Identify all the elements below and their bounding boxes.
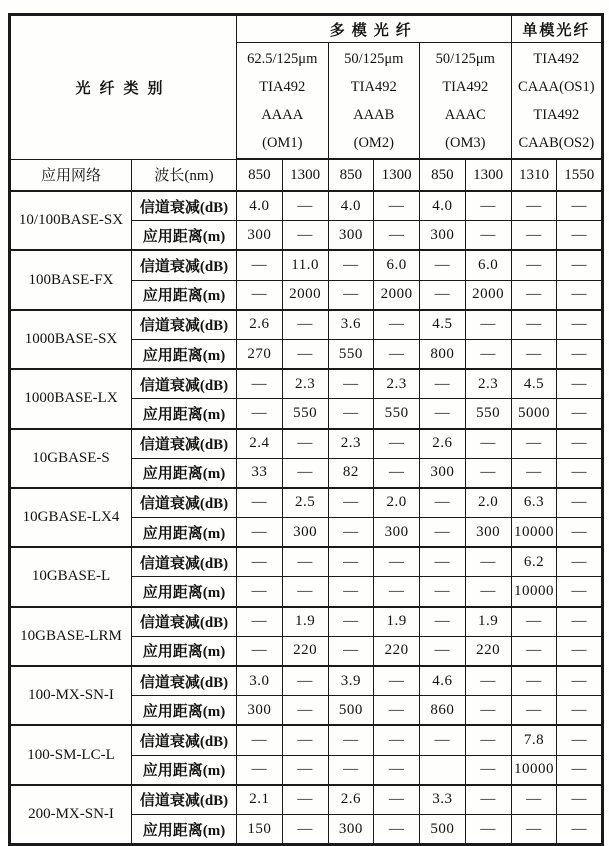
spec-line: AAAB [353, 106, 395, 123]
distance-label-cell: 应用距离(m) [132, 221, 237, 251]
distance-value-cell: 300 [328, 221, 374, 251]
spec-line: AAAC [444, 106, 486, 123]
attenuation-value-cell: — [282, 725, 328, 755]
attenuation-value-cell: 6.3 [511, 488, 557, 518]
attenuation-label-cell: 信道衰减(dB) [132, 310, 237, 340]
distance-value-cell: — [374, 577, 420, 607]
attenuation-value-cell: — [557, 547, 603, 577]
attenuation-row [10, 666, 603, 696]
attenuation-value-cell: — [237, 607, 283, 637]
attenuation-value-cell: 2.0 [465, 488, 511, 518]
distance-value-cell: 300 [374, 518, 420, 548]
distance-value-cell: — [282, 814, 328, 844]
attenuation-value-cell: — [557, 191, 603, 221]
attenuation-value-cell: — [557, 725, 603, 755]
distance-value-cell: — [328, 399, 374, 429]
attenuation-value-cell: — [374, 547, 420, 577]
attenuation-value-cell: — [282, 547, 328, 577]
attenuation-row [10, 369, 603, 399]
network-name-cell: 100BASE-FX [10, 250, 132, 309]
distance-value-cell: 220 [282, 636, 328, 666]
distance-value-cell: — [282, 696, 328, 726]
spec-line: (OM2) [353, 134, 394, 151]
distance-value-cell: 220 [465, 636, 511, 666]
distance-value-cell: 550 [374, 399, 420, 429]
attenuation-label-cell: 信道衰减(dB) [132, 488, 237, 518]
distance-value-cell: 82 [328, 458, 374, 488]
distance-value-cell: — [374, 814, 420, 844]
attenuation-value-cell: — [282, 429, 328, 459]
distance-value-cell: — [328, 755, 374, 785]
spec-line: 50/125μm [344, 50, 404, 67]
attenuation-value-cell: — [557, 607, 603, 637]
distance-value-cell: — [374, 696, 420, 726]
distance-value-cell: — [557, 399, 603, 429]
attenuation-row [10, 725, 603, 755]
attenuation-label-cell: 信道衰减(dB) [132, 250, 237, 280]
attenuation-value-cell: 6.0 [465, 250, 511, 280]
attenuation-value-cell: — [511, 191, 557, 221]
wavelength-value: 1300 [374, 159, 420, 191]
attenuation-value-cell: — [420, 547, 466, 577]
wavelength-value: 1310 [511, 159, 557, 191]
network-name-cell: 100-SM-LC-L [10, 725, 132, 784]
distance-value-cell: 550 [328, 339, 374, 369]
distance-value-cell: 300 [282, 518, 328, 548]
fiber-type-corner-header: 光纤类别 [10, 15, 237, 160]
distance-value-cell: 2000 [374, 280, 420, 310]
distance-value-cell: — [511, 280, 557, 310]
network-name-cell: 1000BASE-SX [10, 310, 132, 369]
distance-value-cell: 550 [282, 399, 328, 429]
network-name-cell: 10GBASE-LX4 [10, 488, 132, 547]
distance-value-cell: 270 [237, 339, 283, 369]
fiber-spec-os1-os2 [511, 43, 603, 160]
distance-value-cell: — [237, 399, 283, 429]
spec-line: 62.5/125μm [247, 50, 318, 67]
distance-value-cell: 500 [420, 814, 466, 844]
distance-label-cell: 应用距离(m) [132, 696, 237, 726]
distance-value-cell: — [557, 221, 603, 251]
attenuation-value-cell: 6.0 [374, 250, 420, 280]
attenuation-value-cell: 6.2 [511, 547, 557, 577]
distance-value-cell: — [282, 221, 328, 251]
distance-value-cell: 500 [328, 696, 374, 726]
distance-value-cell: — [557, 755, 603, 785]
attenuation-value-cell: — [237, 547, 283, 577]
attenuation-value-cell: — [557, 666, 603, 696]
spec-line: CAAB(OS2) [518, 134, 595, 151]
distance-value-cell: — [511, 221, 557, 251]
distance-value-cell: — [237, 636, 283, 666]
distance-value-cell: — [282, 755, 328, 785]
attenuation-row [10, 250, 603, 280]
wavelength-value: 850 [420, 159, 466, 191]
distance-label-cell: 应用距离(m) [132, 280, 237, 310]
distance-value-cell: — [557, 339, 603, 369]
distance-value-cell: — [511, 696, 557, 726]
attenuation-value-cell: — [237, 725, 283, 755]
attenuation-value-cell: — [465, 429, 511, 459]
attenuation-value-cell: — [511, 666, 557, 696]
spec-line: TIA492 [533, 50, 580, 67]
distance-value-cell: — [282, 458, 328, 488]
distance-value-cell: — [420, 577, 466, 607]
attenuation-value-cell: 2.6 [328, 785, 374, 815]
attenuation-value-cell: — [374, 191, 420, 221]
distance-value-cell: — [511, 458, 557, 488]
distance-value-cell: 300 [237, 696, 283, 726]
distance-value-cell: — [557, 518, 603, 548]
distance-value-cell: — [420, 399, 466, 429]
attenuation-value-cell: 2.3 [282, 369, 328, 399]
attenuation-value-cell: 3.0 [237, 666, 283, 696]
distance-value-cell: — [282, 577, 328, 607]
attenuation-value-cell: — [420, 607, 466, 637]
attenuation-value-cell: — [511, 607, 557, 637]
distance-value-cell: — [328, 280, 374, 310]
distance-value-cell: 300 [420, 221, 466, 251]
attenuation-label-cell: 信道衰减(dB) [132, 429, 237, 459]
spec-line: 50/125μm [435, 50, 495, 67]
attenuation-row [10, 785, 603, 815]
attenuation-value-cell: 2.6 [420, 429, 466, 459]
attenuation-label-cell: 信道衰减(dB) [132, 547, 237, 577]
wavelength-value: 850 [237, 159, 283, 191]
distance-value-cell: 860 [420, 696, 466, 726]
attenuation-value-cell: 11.0 [282, 250, 328, 280]
attenuation-value-cell: — [557, 785, 603, 815]
attenuation-value-cell: 4.0 [237, 191, 283, 221]
attenuation-value-cell: — [465, 725, 511, 755]
network-name-cell: 10GBASE-LRM [10, 607, 132, 666]
attenuation-value-cell: — [328, 250, 374, 280]
distance-value-cell: — [328, 518, 374, 548]
distance-value-cell: 10000 [511, 577, 557, 607]
distance-value-cell: — [237, 280, 283, 310]
attenuation-value-cell: 3.3 [420, 785, 466, 815]
fiber-spec-om1 [237, 43, 329, 160]
attenuation-row [10, 429, 603, 459]
wavelength-value: 1300 [465, 159, 511, 191]
attenuation-value-cell: 2.3 [374, 369, 420, 399]
distance-value-cell: 300 [420, 458, 466, 488]
attenuation-value-cell: — [465, 785, 511, 815]
distance-label-cell: 应用距离(m) [132, 636, 237, 666]
distance-value-cell: — [374, 339, 420, 369]
distance-value-cell: — [420, 280, 466, 310]
attenuation-value-cell: — [557, 429, 603, 459]
network-name-cell: 200-MX-SN-I [10, 785, 132, 845]
attenuation-value-cell: 4.0 [328, 191, 374, 221]
attenuation-label-cell: 信道衰减(dB) [132, 785, 237, 815]
attenuation-value-cell: 2.5 [282, 488, 328, 518]
distance-label-cell: 应用距离(m) [132, 399, 237, 429]
attenuation-label-cell: 信道衰减(dB) [132, 191, 237, 221]
spec-line: AAAA [261, 106, 304, 123]
attenuation-value-cell: 4.5 [511, 369, 557, 399]
network-name-cell: 10/100BASE-SX [10, 191, 132, 250]
distance-value-cell: — [465, 577, 511, 607]
attenuation-value-cell: 2.4 [237, 429, 283, 459]
spec-line: (OM1) [262, 134, 303, 151]
spec-line: TIA492 [350, 78, 397, 95]
distance-value-cell: — [511, 339, 557, 369]
distance-value-cell: — [511, 636, 557, 666]
attenuation-value-cell: — [557, 488, 603, 518]
attenuation-value-cell: — [374, 310, 420, 340]
spec-line: TIA492 [533, 106, 580, 123]
attenuation-value-cell: — [328, 725, 374, 755]
distance-value-cell: — [237, 577, 283, 607]
distance-value-cell: — [282, 339, 328, 369]
attenuation-value-cell: — [511, 310, 557, 340]
distance-value-cell: — [557, 636, 603, 666]
attenuation-value-cell: 3.9 [328, 666, 374, 696]
distance-value-cell: — [465, 339, 511, 369]
attenuation-row [10, 191, 603, 221]
attenuation-value-cell: — [237, 250, 283, 280]
distance-value-cell: 300 [465, 518, 511, 548]
wavelength-col-header: 波长(nm) [132, 159, 237, 191]
network-name-cell: 1000BASE-LX [10, 369, 132, 428]
distance-value-cell: 2000 [465, 280, 511, 310]
distance-value-cell: — [557, 577, 603, 607]
attenuation-value-cell: — [465, 666, 511, 696]
attenuation-value-cell: 1.9 [374, 607, 420, 637]
distance-value-cell: 10000 [511, 755, 557, 785]
distance-value-cell: — [557, 458, 603, 488]
table-body [10, 191, 603, 845]
distance-value-cell [420, 755, 466, 785]
distance-value-cell: — [465, 221, 511, 251]
attenuation-value-cell: 1.9 [282, 607, 328, 637]
attenuation-value-cell: 2.0 [374, 488, 420, 518]
network-name-cell: 10GBASE-L [10, 547, 132, 606]
attenuation-value-cell: — [282, 191, 328, 221]
distance-value-cell: 550 [465, 399, 511, 429]
distance-value-cell: 2000 [282, 280, 328, 310]
attenuation-value-cell: 4.6 [420, 666, 466, 696]
attenuation-value-cell: 2.3 [465, 369, 511, 399]
attenuation-value-cell: — [465, 547, 511, 577]
attenuation-value-cell: — [511, 250, 557, 280]
distance-value-cell: 150 [237, 814, 283, 844]
distance-label-cell: 应用距离(m) [132, 577, 237, 607]
attenuation-value-cell: — [328, 547, 374, 577]
distance-label-cell: 应用距离(m) [132, 518, 237, 548]
wavelength-value: 1550 [557, 159, 603, 191]
fiber-spec-om2 [328, 43, 420, 160]
attenuation-label-cell: 信道衰减(dB) [132, 607, 237, 637]
distance-value-cell: — [237, 755, 283, 785]
attenuation-value-cell: — [420, 725, 466, 755]
spec-line: TIA492 [442, 78, 489, 95]
attenuation-value-cell: 2.6 [237, 310, 283, 340]
attenuation-label-cell: 信道衰减(dB) [132, 725, 237, 755]
distance-value-cell: — [465, 814, 511, 844]
attenuation-value-cell: 3.6 [328, 310, 374, 340]
attenuation-value-cell: 2.3 [328, 429, 374, 459]
attenuation-value-cell: — [420, 369, 466, 399]
attenuation-value-cell: — [374, 666, 420, 696]
distance-value-cell: — [328, 577, 374, 607]
attenuation-label-cell: 信道衰减(dB) [132, 369, 237, 399]
attenuation-value-cell: — [557, 250, 603, 280]
attenuation-value-cell: — [328, 369, 374, 399]
attenuation-row [10, 488, 603, 518]
distance-value-cell: 300 [237, 221, 283, 251]
distance-value-cell: — [465, 458, 511, 488]
fiber-application-table [8, 13, 604, 846]
attenuation-value-cell: — [282, 666, 328, 696]
distance-value-cell: 800 [420, 339, 466, 369]
attenuation-value-cell: 4.0 [420, 191, 466, 221]
attenuation-value-cell: — [511, 429, 557, 459]
distance-value-cell: — [374, 458, 420, 488]
attenuation-value-cell: — [282, 785, 328, 815]
distance-value-cell: — [465, 755, 511, 785]
distance-value-cell: — [557, 696, 603, 726]
distance-label-cell: 应用距离(m) [132, 458, 237, 488]
attenuation-row [10, 547, 603, 577]
distance-value-cell: — [557, 280, 603, 310]
distance-value-cell: — [511, 814, 557, 844]
distance-value-cell: — [420, 636, 466, 666]
attenuation-value-cell: — [511, 785, 557, 815]
attenuation-value-cell: — [557, 310, 603, 340]
wavelength-value: 850 [328, 159, 374, 191]
distance-value-cell: — [328, 636, 374, 666]
distance-value-cell: 10000 [511, 518, 557, 548]
distance-value-cell: — [465, 696, 511, 726]
attenuation-value-cell: — [237, 488, 283, 518]
distance-value-cell: — [237, 518, 283, 548]
multimode-fiber-header: 多模光纤 [237, 15, 512, 43]
wavelength-header-row [10, 159, 603, 191]
attenuation-row [10, 607, 603, 637]
distance-label-cell: 应用距离(m) [132, 339, 237, 369]
spec-line: TIA492 [259, 78, 306, 95]
attenuation-value-cell: — [374, 785, 420, 815]
network-col-header: 应用网络 [10, 159, 132, 191]
distance-value-cell: — [374, 221, 420, 251]
spec-line: CAAA(OS1) [518, 78, 595, 95]
network-name-cell: 10GBASE-S [10, 429, 132, 488]
attenuation-label-cell: 信道衰减(dB) [132, 666, 237, 696]
fiber-spec-om3 [420, 43, 512, 160]
attenuation-value-cell: — [374, 725, 420, 755]
distance-value-cell: 300 [328, 814, 374, 844]
attenuation-value-cell: — [420, 250, 466, 280]
distance-label-cell: 应用距离(m) [132, 814, 237, 844]
distance-label-cell: 应用距离(m) [132, 755, 237, 785]
attenuation-value-cell: — [282, 310, 328, 340]
distance-value-cell: 5000 [511, 399, 557, 429]
wavelength-value: 1300 [282, 159, 328, 191]
attenuation-value-cell: — [374, 429, 420, 459]
distance-value-cell: 220 [374, 636, 420, 666]
spec-line: (OM3) [445, 134, 486, 151]
distance-value-cell: — [557, 814, 603, 844]
attenuation-value-cell: 2.1 [237, 785, 283, 815]
attenuation-value-cell: 4.5 [420, 310, 466, 340]
attenuation-value-cell: — [328, 607, 374, 637]
fiber-group-header-row [10, 15, 603, 43]
attenuation-value-cell: — [237, 369, 283, 399]
distance-value-cell: 33 [237, 458, 283, 488]
attenuation-value-cell: 1.9 [465, 607, 511, 637]
table-header [10, 15, 603, 192]
distance-value-cell: — [420, 518, 466, 548]
singlemode-fiber-header: 单模光纤 [511, 15, 603, 43]
attenuation-value-cell: 7.8 [511, 725, 557, 755]
network-name-cell: 100-MX-SN-I [10, 666, 132, 725]
distance-value-cell: — [374, 755, 420, 785]
attenuation-value-cell: — [420, 488, 466, 518]
attenuation-value-cell: — [328, 488, 374, 518]
attenuation-row [10, 310, 603, 340]
attenuation-value-cell: — [465, 310, 511, 340]
attenuation-value-cell: — [557, 369, 603, 399]
attenuation-value-cell: — [465, 191, 511, 221]
